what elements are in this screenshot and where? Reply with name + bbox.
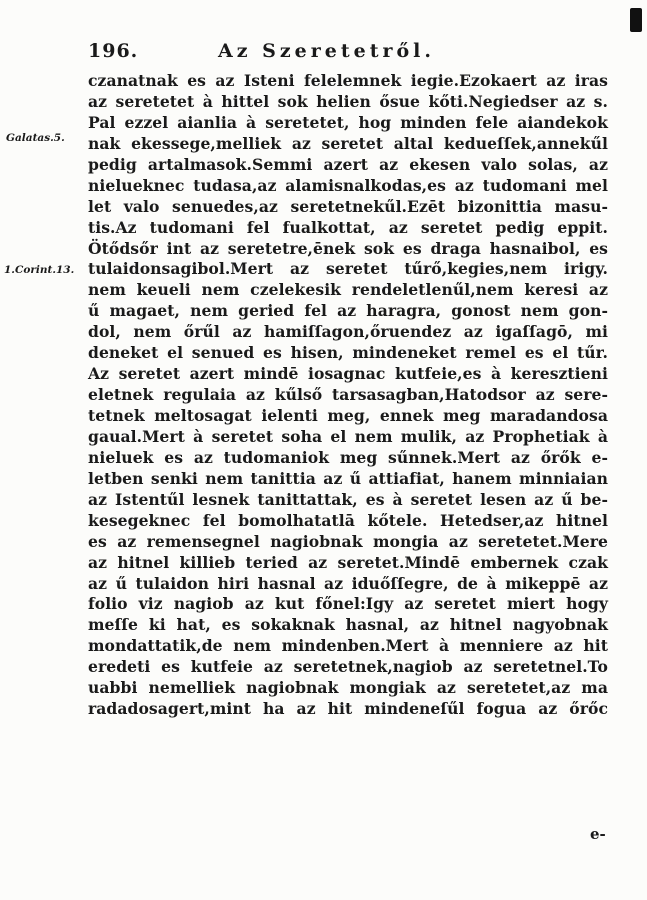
text-line: tulaidonsagibol.Mert az seretet tűrő,kegies,nem irigy.: [88, 259, 608, 279]
text-line: az Istentűl lesnek tanittattak, es à seretet lesen az ű be-: [88, 489, 608, 509]
catchword: e-: [590, 825, 606, 843]
text-line: Az seretet azert mindē iosagnac kutfeie,es à keresztieni: [88, 364, 608, 384]
text-line: let valo senuedes,az seretetnekűl.Ezēt bizonittia masu-: [88, 196, 608, 216]
text-line: letben senki nem tanittia az ű attiafiat, hanem minniaian: [88, 468, 608, 488]
text-line: tis.Az tudomani fel fualkottat, az seretet pedig eppit.: [88, 217, 608, 237]
text-line: es az remensegnel nagiobnak mongia az seretetet.Mere: [88, 531, 608, 551]
text-line: Pal ezzel aianlia à seretetet, hog minden fele aiandekok: [88, 112, 608, 132]
text-line: mondattatik,de nem mindenben.Mert à menniere az hit: [88, 636, 608, 656]
text-line: nem keueli nem czelekesik rendeletlenűl,nem keresi az: [88, 280, 608, 300]
text-line: gaual.Mert à seretet soha el nem mulik, az Prophetiak à: [88, 426, 608, 446]
text-line: deneket el senued es hisen, mindeneket remel es el tűr.: [88, 343, 608, 363]
text-line: nak ekessege,melliek az seretet altal kedueſſek,annekűl: [88, 133, 608, 153]
page-number: 196.: [88, 40, 139, 62]
text-line: az hitnel killieb teried az seretet.Mindē embernek czak: [88, 552, 608, 572]
margin-note-corinthians: 1.Corint.13.: [4, 264, 75, 276]
text-line: czanatnak es az Isteni felelemnek iegie.Ezokaert az iras: [88, 71, 608, 90]
text-line: meſſe ki hat, es sokaknak hasnal, az hitnel nagyobnak: [88, 615, 608, 635]
text-line: pedig artalmasok.Semmi azert az ekesen valo solas, az: [88, 154, 608, 174]
text-line: dol, nem őrűl az hamiſſagon,őruendez az igaſſagō, mi: [88, 322, 608, 342]
margin-note-galatas: Galatas.5.: [6, 132, 65, 144]
text-line: uabbi nemelliek nagiobnak mongiak az seretetet,az ma: [88, 678, 608, 698]
text-line: folio viz nagiob az kut főnel:Igy az seretet miert hogy: [88, 594, 608, 614]
text-line: nieluek es az tudomaniok meg sűnnek.Mert az őrők e-: [88, 447, 608, 467]
text-line: radadosagert,mint ha az hit mindeneſűl fogua az őrőc: [88, 699, 608, 719]
text-line: eredeti es kutfeie az seretetnek,nagiob az seretetnel.To: [88, 657, 608, 677]
page-edge-mark: [630, 8, 642, 32]
text-line: Ötődsőr int az seretetre,ēnek sok es draga hasnaibol, es: [88, 238, 608, 258]
text-line: ű magaet, nem geried fel az haragra, gonost nem gon-: [88, 301, 608, 321]
text-line: eletnek regulaia az kűlső tarsasagban,Hatodsor az sere-: [88, 385, 608, 405]
text-line: az ű tulaidon hiri hasnal az iduőſſegre, de à mikeppē az: [88, 573, 608, 593]
page-header: [88, 40, 608, 68]
running-title: Az Szeretetről.: [218, 40, 436, 62]
text-line: az seretetet à hittel sok helien ősue kőti.Negiedser az s.: [88, 91, 608, 111]
text-line: kesegeknec fel bomolhatatlā kőtele. Hetedser,az hitnel: [88, 510, 608, 530]
text-line: tetnek meltosagat ielenti meg, ennek meg maradandosa: [88, 406, 608, 425]
body-text: [88, 71, 608, 720]
text-line: nielueknec tudasa,az alamisnalkodas,es az tudomani mel: [88, 175, 608, 195]
